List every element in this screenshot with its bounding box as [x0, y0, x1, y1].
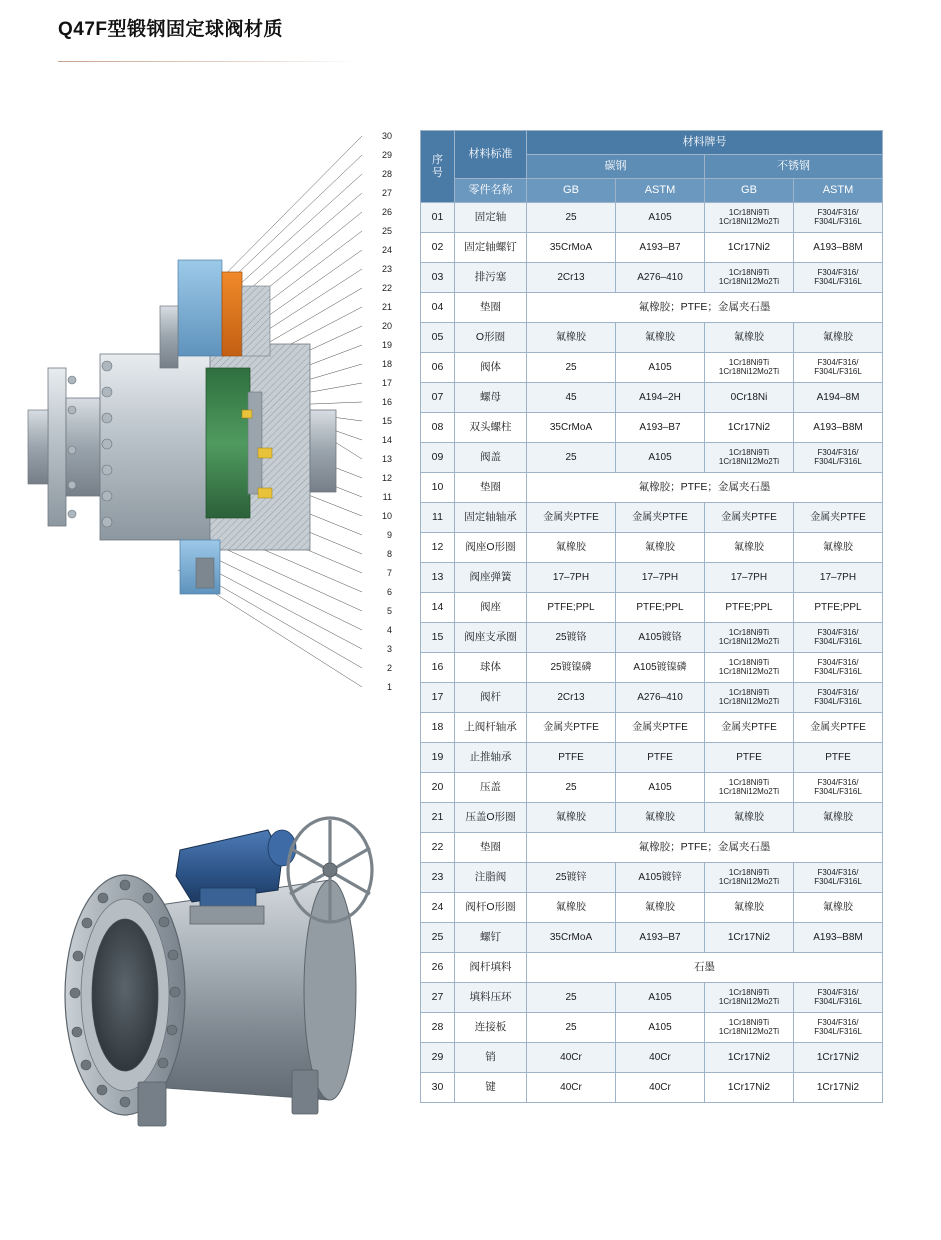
cell-ss-astm: F304/F316/ F304L/F316L	[794, 773, 883, 803]
table-row	[421, 1073, 883, 1103]
cell-part-name: 螺母	[455, 383, 527, 413]
callout-number: 28	[381, 169, 392, 179]
cell-ss-gb: 1Cr18Ni9Ti 1Cr18Ni12Mo2Ti	[705, 203, 794, 233]
cell-cs-astm: PTFE	[616, 743, 705, 773]
cell-part-name: 阀座O形圈	[455, 533, 527, 563]
callout-number: 27	[381, 188, 392, 198]
cell-cs-astm: 氟橡胶	[616, 323, 705, 353]
callout-number: 23	[381, 264, 392, 274]
cell-cs-astm: 金属夹PTFE	[616, 713, 705, 743]
cell-index: 28	[421, 1013, 455, 1043]
callout-number: 18	[381, 359, 392, 369]
cell-ss-astm: A193–B8M	[794, 413, 883, 443]
table-row	[421, 623, 883, 653]
cell-ss-astm: 氟橡胶	[794, 533, 883, 563]
cell-cs-astm: 40Cr	[616, 1043, 705, 1073]
cell-index: 09	[421, 443, 455, 473]
cell-cs-gb: 2Cr13	[527, 683, 616, 713]
cell-index: 27	[421, 983, 455, 1013]
header-material-standard: 材料标准	[455, 131, 527, 179]
cell-cs-astm: PTFE;PPL	[616, 593, 705, 623]
cell-index: 17	[421, 683, 455, 713]
cell-index: 02	[421, 233, 455, 263]
cell-index: 29	[421, 1043, 455, 1073]
cell-part-name: 连接板	[455, 1013, 527, 1043]
cell-cs-gb: 金属夹PTFE	[527, 503, 616, 533]
header-cs-astm: ASTM	[616, 179, 705, 203]
cell-ss-astm: F304/F316/ F304L/F316L	[794, 863, 883, 893]
cell-part-name: 阀体	[455, 353, 527, 383]
table-row	[421, 593, 883, 623]
cell-ss-astm: A193–B8M	[794, 233, 883, 263]
callout-number: 12	[381, 473, 392, 483]
callout-number: 21	[381, 302, 392, 312]
cell-index: 01	[421, 203, 455, 233]
table-row	[421, 713, 883, 743]
table-row	[421, 443, 883, 473]
cell-part-name: 阀座	[455, 593, 527, 623]
cell-cs-astm: A105	[616, 983, 705, 1013]
cell-cs-gb: 氟橡胶	[527, 803, 616, 833]
cell-cs-astm: A276–410	[616, 683, 705, 713]
cell-index: 25	[421, 923, 455, 953]
cell-cs-gb: 35CrMoA	[527, 413, 616, 443]
cell-index: 04	[421, 293, 455, 323]
cell-part-name: 阀座支承圈	[455, 623, 527, 653]
cell-cs-astm: 17–7PH	[616, 563, 705, 593]
cell-part-name: 止推轴承	[455, 743, 527, 773]
cell-part-name: 球体	[455, 653, 527, 683]
cell-cs-astm: A193–B7	[616, 923, 705, 953]
cell-cs-gb: 25	[527, 353, 616, 383]
cell-ss-gb: 氟橡胶	[705, 893, 794, 923]
cell-part-name: 销	[455, 1043, 527, 1073]
cell-index: 13	[421, 563, 455, 593]
callout-number: 15	[381, 416, 392, 426]
cell-ss-astm: PTFE;PPL	[794, 593, 883, 623]
table-row	[421, 383, 883, 413]
cell-part-name: O形圈	[455, 323, 527, 353]
material-table-wrapper	[420, 130, 925, 1103]
material-table	[420, 130, 883, 1103]
header-cs-gb: GB	[527, 179, 616, 203]
table-row	[421, 293, 883, 323]
cell-part-name: 螺钉	[455, 923, 527, 953]
cell-ss-gb: 1Cr17Ni2	[705, 923, 794, 953]
cell-cs-gb: 25	[527, 443, 616, 473]
cell-cs-astm: A194–2H	[616, 383, 705, 413]
cell-cs-gb: 25	[527, 773, 616, 803]
cell-cs-gb: PTFE;PPL	[527, 593, 616, 623]
callout-number: 14	[381, 435, 392, 445]
cell-index: 03	[421, 263, 455, 293]
figure-column	[10, 110, 410, 1210]
table-row	[421, 683, 883, 713]
callout-number: 16	[381, 397, 392, 407]
cell-cs-gb: 25	[527, 983, 616, 1013]
cell-ss-gb: 1Cr18Ni9Ti 1Cr18Ni12Mo2Ti	[705, 623, 794, 653]
table-row	[421, 413, 883, 443]
cell-part-name: 固定轴	[455, 203, 527, 233]
cell-part-name: 排污塞	[455, 263, 527, 293]
cell-index: 23	[421, 863, 455, 893]
cell-part-name: 阀杆	[455, 683, 527, 713]
header-material-grade: 材料牌号	[527, 131, 883, 155]
cell-ss-astm: 金属夹PTFE	[794, 503, 883, 533]
cell-ss-gb: 1Cr18Ni9Ti 1Cr18Ni12Mo2Ti	[705, 1013, 794, 1043]
table-row	[421, 803, 883, 833]
cell-cs-gb: 35CrMoA	[527, 233, 616, 263]
cell-cs-gb: 35CrMoA	[527, 923, 616, 953]
valve-cutaway-drawing	[10, 110, 410, 710]
table-row	[421, 503, 883, 533]
cell-ss-gb: 氟橡胶	[705, 803, 794, 833]
table-row	[421, 863, 883, 893]
cell-cs-gb: 氟橡胶	[527, 893, 616, 923]
cell-ss-gb: PTFE;PPL	[705, 593, 794, 623]
cell-index: 12	[421, 533, 455, 563]
cell-ss-gb: 0Cr18Ni	[705, 383, 794, 413]
callout-number: 22	[381, 283, 392, 293]
cell-ss-gb: 氟橡胶	[705, 323, 794, 353]
callout-number: 13	[381, 454, 392, 464]
cell-ss-astm: F304/F316/ F304L/F316L	[794, 1013, 883, 1043]
callout-number: 8	[386, 549, 392, 559]
cell-cs-gb: 氟橡胶	[527, 323, 616, 353]
cell-index: 05	[421, 323, 455, 353]
table-row	[421, 563, 883, 593]
table-body	[421, 203, 883, 1103]
cell-part-name: 键	[455, 1073, 527, 1103]
cell-material-spanned: 氟橡胶；PTFE；金属夹石墨	[527, 833, 883, 863]
cell-ss-gb: 1Cr18Ni9Ti 1Cr18Ni12Mo2Ti	[705, 653, 794, 683]
cell-part-name: 阀杆O形圈	[455, 893, 527, 923]
table-row	[421, 923, 883, 953]
cell-index: 24	[421, 893, 455, 923]
table-row	[421, 893, 883, 923]
cell-ss-astm: F304/F316/ F304L/F316L	[794, 683, 883, 713]
cell-index: 19	[421, 743, 455, 773]
callout-number: 5	[386, 606, 392, 616]
page-title: Q47F型锻钢固定球阀材质	[58, 19, 284, 40]
cell-ss-astm: F304/F316/ F304L/F316L	[794, 623, 883, 653]
cutaway-svg	[10, 110, 410, 710]
handwheel-hub	[323, 863, 337, 877]
cell-ss-astm: 1Cr17Ni2	[794, 1043, 883, 1073]
header-stainless-steel: 不锈钢	[705, 155, 883, 179]
table-row	[421, 1043, 883, 1073]
cell-part-name: 阀盖	[455, 443, 527, 473]
page-header	[0, 0, 941, 62]
table-row	[421, 983, 883, 1013]
cell-cs-astm: A105	[616, 443, 705, 473]
cell-ss-astm: 氟橡胶	[794, 323, 883, 353]
cell-index: 21	[421, 803, 455, 833]
cell-ss-gb: 1Cr18Ni9Ti 1Cr18Ni12Mo2Ti	[705, 353, 794, 383]
cell-index: 18	[421, 713, 455, 743]
cell-index: 14	[421, 593, 455, 623]
cell-ss-astm: A194–8M	[794, 383, 883, 413]
cell-part-name: 上阀杆轴承	[455, 713, 527, 743]
cell-cs-gb: 25镀铬	[527, 623, 616, 653]
cell-cs-astm: A105	[616, 353, 705, 383]
header-ss-gb: GB	[705, 179, 794, 203]
title-divider	[58, 61, 358, 62]
callout-number: 19	[381, 340, 392, 350]
cell-cs-astm: A105镀铬	[616, 623, 705, 653]
cell-part-name: 双头螺柱	[455, 413, 527, 443]
cell-cs-astm: A193–B7	[616, 233, 705, 263]
photo-svg	[30, 730, 400, 1190]
callout-number: 1	[386, 682, 392, 692]
cell-cs-gb: 40Cr	[527, 1073, 616, 1103]
cell-part-name: 注脂阀	[455, 863, 527, 893]
cell-index: 08	[421, 413, 455, 443]
cell-part-name: 固定轴螺钉	[455, 233, 527, 263]
callout-number: 10	[381, 511, 392, 521]
callout-number: 2	[386, 663, 392, 673]
cell-cs-astm: 氟橡胶	[616, 893, 705, 923]
cell-ss-astm: PTFE	[794, 743, 883, 773]
cell-ss-gb: 1Cr17Ni2	[705, 1073, 794, 1103]
cell-cs-astm: A105	[616, 203, 705, 233]
cell-cs-astm: 40Cr	[616, 1073, 705, 1103]
table-row	[421, 833, 883, 863]
cell-ss-gb: 1Cr17Ni2	[705, 233, 794, 263]
cell-index: 06	[421, 353, 455, 383]
cell-index: 15	[421, 623, 455, 653]
cell-index: 11	[421, 503, 455, 533]
cell-ss-gb: 1Cr18Ni9Ti 1Cr18Ni12Mo2Ti	[705, 683, 794, 713]
cell-ss-gb: PTFE	[705, 743, 794, 773]
callout-number: 6	[386, 587, 392, 597]
cell-ss-astm: F304/F316/ F304L/F316L	[794, 983, 883, 1013]
cell-index: 20	[421, 773, 455, 803]
cell-material-spanned: 石墨	[527, 953, 883, 983]
cell-ss-gb: 金属夹PTFE	[705, 713, 794, 743]
cell-ss-astm: 氟橡胶	[794, 893, 883, 923]
cell-cs-gb: 40Cr	[527, 1043, 616, 1073]
cell-ss-gb: 1Cr18Ni9Ti 1Cr18Ni12Mo2Ti	[705, 863, 794, 893]
callout-number: 4	[386, 625, 392, 635]
table-row	[421, 953, 883, 983]
cell-cs-astm: 氟橡胶	[616, 533, 705, 563]
cell-part-name: 垫圈	[455, 293, 527, 323]
header-index: 序 号	[421, 131, 455, 203]
cell-ss-gb: 1Cr18Ni9Ti 1Cr18Ni12Mo2Ti	[705, 263, 794, 293]
table-row	[421, 533, 883, 563]
cell-cs-astm: 氟橡胶	[616, 803, 705, 833]
callout-number: 24	[381, 245, 392, 255]
cell-index: 16	[421, 653, 455, 683]
cell-ss-astm: F304/F316/ F304L/F316L	[794, 653, 883, 683]
cell-cs-gb: 25镀锌	[527, 863, 616, 893]
cell-ss-astm: A193–B8M	[794, 923, 883, 953]
cell-index: 10	[421, 473, 455, 503]
cell-cs-gb: 45	[527, 383, 616, 413]
table-row	[421, 773, 883, 803]
cell-part-name: 填料压环	[455, 983, 527, 1013]
table-row	[421, 203, 883, 233]
cell-ss-gb: 金属夹PTFE	[705, 503, 794, 533]
callout-number: 26	[381, 207, 392, 217]
table-row	[421, 653, 883, 683]
cell-ss-astm: F304/F316/ F304L/F316L	[794, 203, 883, 233]
cell-index: 22	[421, 833, 455, 863]
cell-ss-gb: 氟橡胶	[705, 533, 794, 563]
callout-number-list	[366, 132, 392, 702]
callout-number: 25	[381, 226, 392, 236]
cell-cs-gb: 2Cr13	[527, 263, 616, 293]
callout-number: 9	[386, 530, 392, 540]
callout-number: 29	[381, 150, 392, 160]
callout-number: 11	[382, 492, 392, 502]
cell-index: 30	[421, 1073, 455, 1103]
cell-cs-astm: A105	[616, 773, 705, 803]
cell-ss-astm: 金属夹PTFE	[794, 713, 883, 743]
cell-cs-astm: 金属夹PTFE	[616, 503, 705, 533]
cell-cs-gb: PTFE	[527, 743, 616, 773]
cell-ss-astm: 17–7PH	[794, 563, 883, 593]
callout-number: 30	[381, 131, 392, 141]
cell-ss-astm: F304/F316/ F304L/F316L	[794, 353, 883, 383]
cell-ss-astm: 1Cr17Ni2	[794, 1073, 883, 1103]
cell-cs-astm: A276–410	[616, 263, 705, 293]
cell-part-name: 阀座弹簧	[455, 563, 527, 593]
table-row	[421, 743, 883, 773]
valve-body-shapes	[28, 260, 336, 594]
cell-cs-gb: 氟橡胶	[527, 533, 616, 563]
table-row	[421, 233, 883, 263]
cell-cs-astm: A105镀镍磷	[616, 653, 705, 683]
cell-index: 26	[421, 953, 455, 983]
cell-part-name: 压盖O形圈	[455, 803, 527, 833]
cell-cs-gb: 17–7PH	[527, 563, 616, 593]
cell-part-name: 压盖	[455, 773, 527, 803]
cell-material-spanned: 氟橡胶；PTFE；金属夹石墨	[527, 293, 883, 323]
cell-part-name: 固定轴轴承	[455, 503, 527, 533]
cell-ss-gb: 1Cr18Ni9Ti 1Cr18Ni12Mo2Ti	[705, 773, 794, 803]
callout-number: 7	[386, 568, 392, 578]
cell-part-name: 垫圈	[455, 473, 527, 503]
cell-material-spanned: 氟橡胶；PTFE；金属夹石墨	[527, 473, 883, 503]
cell-cs-gb: 25	[527, 203, 616, 233]
cell-ss-gb: 1Cr18Ni9Ti 1Cr18Ni12Mo2Ti	[705, 983, 794, 1013]
cell-cs-astm: A105镀锌	[616, 863, 705, 893]
callout-number: 20	[381, 321, 392, 331]
table-row	[421, 473, 883, 503]
cell-index: 07	[421, 383, 455, 413]
cell-ss-gb: 1Cr18Ni9Ti 1Cr18Ni12Mo2Ti	[705, 443, 794, 473]
table-row	[421, 1013, 883, 1043]
cell-cs-gb: 金属夹PTFE	[527, 713, 616, 743]
callout-number: 17	[381, 378, 392, 388]
table-row	[421, 323, 883, 353]
cell-ss-astm: F304/F316/ F304L/F316L	[794, 443, 883, 473]
callout-number: 3	[386, 644, 392, 654]
table-row	[421, 353, 883, 383]
cell-ss-gb: 1Cr17Ni2	[705, 413, 794, 443]
valve-product-photo	[30, 730, 400, 1190]
cell-cs-gb: 25镀镍磷	[527, 653, 616, 683]
table-row	[421, 263, 883, 293]
cell-ss-gb: 1Cr17Ni2	[705, 1043, 794, 1073]
cell-ss-gb: 17–7PH	[705, 563, 794, 593]
table-head	[421, 131, 883, 203]
cell-cs-gb: 25	[527, 1013, 616, 1043]
header-part-name: 零件名称	[455, 179, 527, 203]
cell-ss-astm: 氟橡胶	[794, 803, 883, 833]
header-carbon-steel: 碳钢	[527, 155, 705, 179]
cell-part-name: 阀杆填料	[455, 953, 527, 983]
cell-cs-astm: A105	[616, 1013, 705, 1043]
cell-cs-astm: A193–B7	[616, 413, 705, 443]
cell-ss-astm: F304/F316/ F304L/F316L	[794, 263, 883, 293]
header-ss-astm: ASTM	[794, 179, 883, 203]
flange-face	[65, 875, 185, 1115]
cell-part-name: 垫圈	[455, 833, 527, 863]
